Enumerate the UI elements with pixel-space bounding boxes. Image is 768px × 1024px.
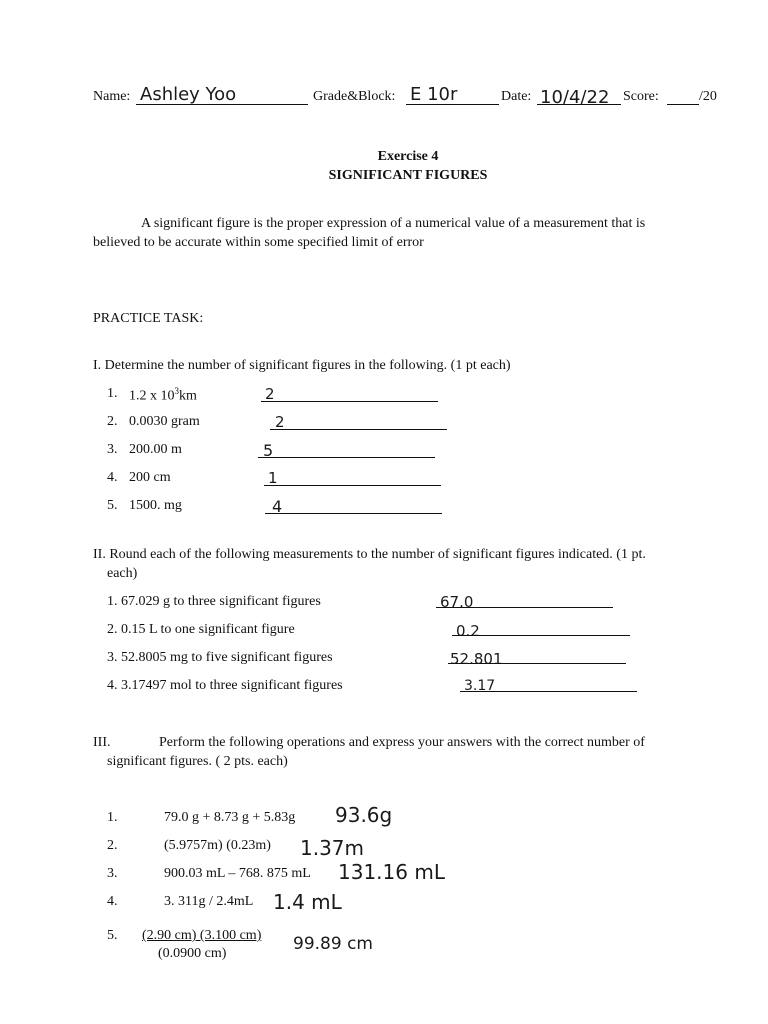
part3-answer[interactable]: 1.4 mL xyxy=(273,890,342,914)
answer-line xyxy=(448,663,626,664)
fraction-denominator: (0.0900 cm) xyxy=(158,946,227,961)
part1-item-number: 1. xyxy=(107,386,118,401)
part3-item-text: 79.0 g + 8.73 g + 5.83g xyxy=(164,810,296,825)
grade-underline xyxy=(406,104,499,105)
part1-item-text: 200.00 m xyxy=(129,442,182,457)
part1-answer[interactable]: 5 xyxy=(263,441,274,460)
part3-item-text: (5.9757m) (0.23m) xyxy=(164,838,271,853)
answer-line xyxy=(460,691,637,692)
intro-line-1: A significant figure is the proper expression of a numerical value of a measurement that is xyxy=(141,216,646,231)
part1-answer[interactable]: 2 xyxy=(275,413,285,431)
part3-item-text: 3. 311g / 2.4mL xyxy=(164,894,254,909)
part2-answer[interactable]: 67.0 xyxy=(440,593,474,611)
name-value[interactable]: Ashley Yoo xyxy=(140,84,237,105)
intro-line-2: believed to be accurate within some specified limit of error xyxy=(93,235,424,250)
part2-item-text: 2. 0.15 L to one significant figure xyxy=(107,622,295,637)
part3-item-text: 900.03 mL – 768. 875 mL xyxy=(164,866,311,881)
part3-item-number: 2. xyxy=(107,838,118,853)
part3-answer[interactable]: 99.89 cm xyxy=(293,934,373,954)
part1-item-text: 0.0030 gram xyxy=(129,414,200,429)
part2-item-text: 4. 3.17497 mol to three significant figures xyxy=(107,678,343,693)
part1-item-number: 3. xyxy=(107,442,118,457)
part1-item-text: 200 cm xyxy=(129,470,171,485)
answer-line xyxy=(258,457,435,458)
answer-line xyxy=(261,401,438,402)
part1-item-text: 1.2 x $10^3km$ xyxy=(129,386,197,404)
part1-answer[interactable]: 4 xyxy=(272,497,283,516)
worksheet-title: SIGNIFICANT FIGURES xyxy=(328,168,488,183)
name-underline xyxy=(136,104,308,105)
part1-item-number: 5. xyxy=(107,498,118,513)
exercise-title: Exercise 4 xyxy=(377,149,439,164)
part3-item-number: 5. xyxy=(107,928,118,943)
part2-answer[interactable]: 3.17 xyxy=(464,678,496,694)
part3-answer[interactable]: 93.6g xyxy=(335,803,393,827)
part3-heading: Perform the following operations and express your answers with the correct number of xyxy=(159,735,645,750)
part1-heading: I. Determine the number of significant figures in the following. (1 pt each) xyxy=(93,358,511,373)
part2-answer[interactable]: 0.2 xyxy=(456,622,480,640)
part3-item-number: 3. xyxy=(107,866,118,881)
answer-line xyxy=(452,635,630,636)
part3-heading-cont: significant figures. ( 2 pts. each) xyxy=(107,754,288,769)
part1-item-number: 2. xyxy=(107,414,118,429)
part3-item-number: 1. xyxy=(107,810,118,825)
part2-item-text: 3. 52.8005 mg to five significant figures xyxy=(107,650,333,665)
part2-item-text: 1. 67.029 g to three significant figures xyxy=(107,594,321,609)
fraction-numerator: (2.90 cm) (3.100 cm) xyxy=(142,928,262,943)
practice-task-label: PRACTICE TASK: xyxy=(93,311,204,326)
part3-item-number: 4. xyxy=(107,894,118,909)
part2-heading-cont: each) xyxy=(107,566,138,581)
grade-block-value[interactable]: E 10r xyxy=(410,84,458,105)
part3-numeral: III. xyxy=(93,735,111,750)
date-underline xyxy=(537,104,621,105)
name-label: Name: xyxy=(93,89,131,104)
grade-block-label: Grade&Block: xyxy=(313,89,396,104)
part1-answer[interactable]: 2 xyxy=(265,385,275,403)
date-value[interactable]: 10/4/22 xyxy=(540,87,610,108)
part3-answer[interactable]: 1.37m xyxy=(300,836,365,860)
part1-item-number: 4. xyxy=(107,470,118,485)
part1-item-text: 1500. mg xyxy=(129,498,182,513)
score-underline[interactable] xyxy=(667,104,699,105)
answer-line xyxy=(264,485,441,486)
date-label: Date: xyxy=(501,89,532,104)
part3-answer[interactable]: 131.16 mL xyxy=(338,860,445,884)
score-label: Score: xyxy=(623,89,659,104)
score-total: /20 xyxy=(699,89,717,104)
answer-line xyxy=(270,429,447,430)
answer-line xyxy=(436,607,613,608)
part1-answer[interactable]: 1 xyxy=(268,469,278,487)
part2-answer[interactable]: 52.801 xyxy=(450,650,503,668)
answer-line xyxy=(265,513,442,514)
part2-heading: II. Round each of the following measurements to the number of significant figures indicated. (1 pt. xyxy=(93,547,646,562)
